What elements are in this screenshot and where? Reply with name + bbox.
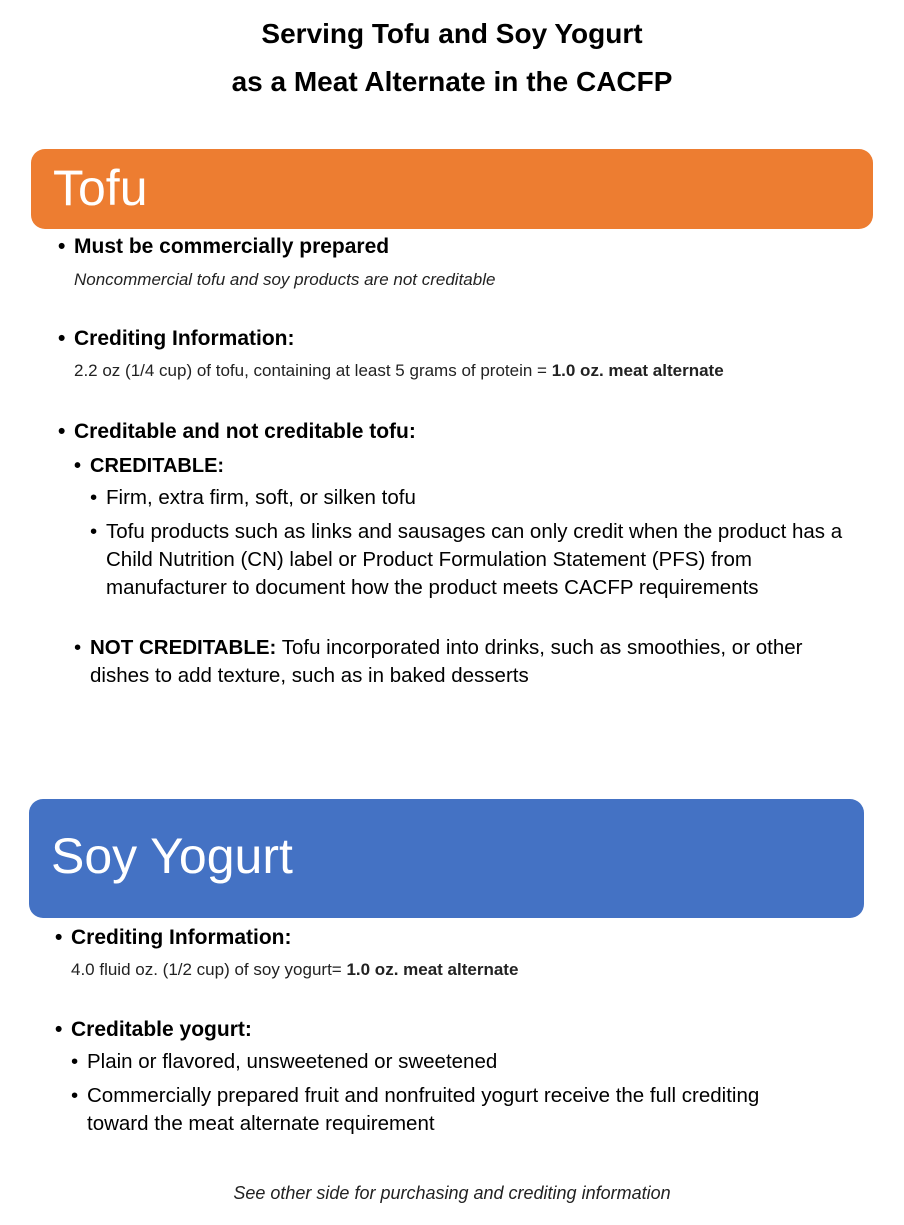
creditable-item-1: • Firm, extra firm, soft, or silken tofu [106, 484, 866, 512]
yogurt-item-2: • Commercially prepared fruit and nonfruited yogurt receive the full crediting toward the meat alternate requirement [87, 1082, 807, 1138]
tofu-banner [31, 149, 873, 229]
not-creditable-text: Tofu incorporated into drinks, such as smoothies, or other dishes to add texture, such as in baked desserts [90, 636, 803, 687]
soy-yogurt-heading: Soy Yogurt [51, 828, 293, 884]
not-creditable-item [90, 634, 830, 690]
tofu-heading: Tofu [53, 160, 148, 216]
soy-crediting-bullet: • Crediting Information: [71, 925, 291, 951]
page-title-line-2: as a Meat Alternate in the CACFP [231, 66, 673, 97]
creditable-section-bullet: • Creditable and not creditable tofu: [74, 419, 416, 445]
commercial-bullet: • Must be commercially prepared [74, 234, 389, 260]
soy-crediting-result: 1.0 oz. meat alternate [346, 960, 519, 979]
soy-crediting-text [71, 959, 518, 981]
creditable-label: • CREDITABLE: [90, 453, 224, 479]
commercial-note: Noncommercial tofu and soy products are not creditable [74, 270, 496, 289]
creditable-item-2: • Tofu products such as links and sausages can only credit when the product has a Child Nutrition (CN) label or Product Formulation Statement (PFS) from manufacturer to document how the product meets CACFP requirements [106, 518, 866, 602]
footer-note: See other side for purchasing and crediting information [233, 1183, 671, 1203]
page-title-line-1: Serving Tofu and Soy Yogurt [261, 18, 643, 49]
soy-yogurt-banner [29, 799, 864, 918]
tofu-crediting-bullet: • Crediting Information: [74, 326, 294, 352]
yogurt-item-1: • Plain or flavored, unsweetened or sweetened [87, 1048, 847, 1076]
tofu-crediting-text [74, 360, 724, 382]
tofu-crediting-amount: 2.2 oz (1/4 cup) of tofu, containing at least 5 grams of protein = [74, 361, 552, 380]
tofu-crediting-result: 1.0 oz. meat alternate [551, 361, 724, 380]
soy-crediting-amount: 4.0 fluid oz. (1/2 cup) of soy yogurt= [71, 960, 347, 979]
creditable-yogurt-bullet: • Creditable yogurt: [71, 1017, 252, 1043]
not-creditable-label: NOT CREDITABLE: [90, 636, 277, 659]
